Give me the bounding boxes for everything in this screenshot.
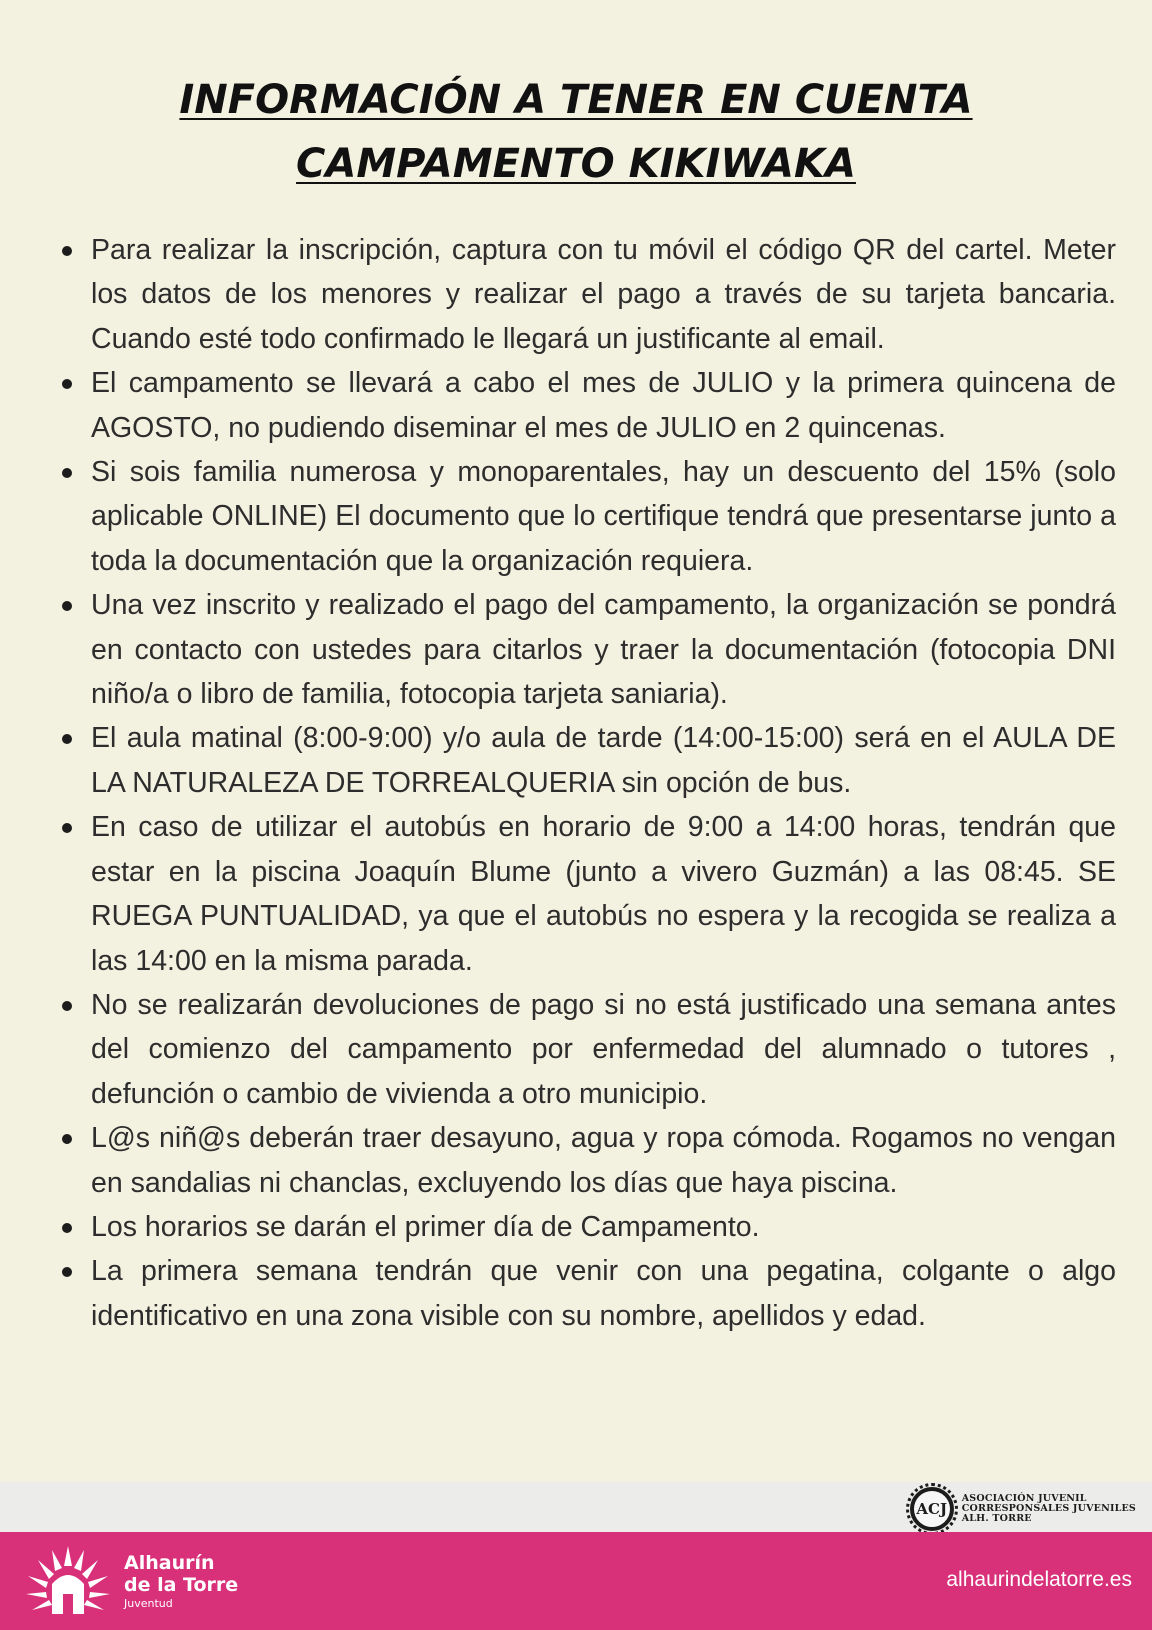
association-name xyxy=(962,1494,1136,1524)
brand-name xyxy=(124,1552,238,1612)
association-line-3: ALH. TORRE xyxy=(961,1513,1032,1524)
brand-line-2: de la Torre xyxy=(124,1574,239,1596)
list-item: Si sois familia numerosa y monoparentales, hay un descuento del 15% (solo aplicable ONLINE) El documento que lo certifique tendrá que presentarse junto a toda la documentación que la organización requiera. xyxy=(60,450,1116,583)
title-line-1: INFORMACIÓN A TENER EN CUENTA xyxy=(179,77,973,123)
acj-seal-icon: ACJ xyxy=(910,1487,954,1531)
website-link[interactable]: alhaurindelatorre.es xyxy=(946,1568,1132,1591)
title-line-2: CAMPAMENTO KIKIWAKA xyxy=(296,141,856,187)
info-list xyxy=(60,228,1116,1338)
association-logo xyxy=(910,1486,1136,1532)
list-item: Los horarios se darán el primer día de Campamento. xyxy=(60,1205,1116,1249)
brand-line-3: Juventud xyxy=(124,1597,173,1610)
page-title xyxy=(0,68,1152,196)
list-item: El aula matinal (8:00-9:00) y/o aula de tarde (14:00-15:00) será en el AULA DE LA NATURALEZA DE TORREALQUERIA sin opción de bus. xyxy=(60,716,1116,805)
list-item: L@s niñ@s deberán traer desayuno, agua y ropa cómoda. Rogamos no vengan en sandalias ni chanclas, excluyendo los días que haya piscina. xyxy=(60,1116,1116,1205)
association-line-1: ASOCIACIÓN JUVENIL xyxy=(961,1493,1087,1504)
list-item: No se realizarán devoluciones de pago si no está justificado una semana antes del comienzo del campamento por enfermedad del alumnado o tutores , defunción o cambio de vivienda a otro municipio. xyxy=(60,983,1116,1116)
list-item: Una vez inscrito y realizado el pago del campamento, la organización se pondrá en contacto con ustedes para citarlos y traer la documentación (fotocopia DNI niño/a o libro de familia, fotocopia tarjeta saniaria). xyxy=(60,583,1116,716)
list-item: La primera semana tendrán que venir con una pegatina, colgante o algo identificativo en una zona visible con su nombre, apellidos y edad. xyxy=(60,1249,1116,1338)
sun-tower-logo-icon xyxy=(22,1544,114,1620)
brand-line-1: Alhaurín xyxy=(124,1552,215,1574)
list-item: En caso de utilizar el autobús en horario de 9:00 a 14:00 horas, tendrán que estar en la piscina Joaquín Blume (junto a vivero Guzmán) a las 08:45. SE RUEGA PUNTUALIDAD, ya que el autobús no espera y la recogida se realiza a las 14:00 en la misma parada. xyxy=(60,805,1116,983)
list-item: El campamento se llevará a cabo el mes de JULIO y la primera quincena de AGOSTO, no pudiendo diseminar el mes de JULIO en 2 quincenas. xyxy=(60,361,1116,450)
list-item: Para realizar la inscripción, captura con tu móvil el código QR del cartel. Meter los datos de los menores y realizar el pago a través de su tarjeta bancaria. Cuando esté todo confirmado le llegará un justificante al email. xyxy=(60,228,1116,361)
association-line-2: CORRESPONSALES JUVENILES xyxy=(961,1503,1136,1514)
brand-logo xyxy=(22,1544,238,1620)
footer-bar xyxy=(0,1532,1152,1630)
